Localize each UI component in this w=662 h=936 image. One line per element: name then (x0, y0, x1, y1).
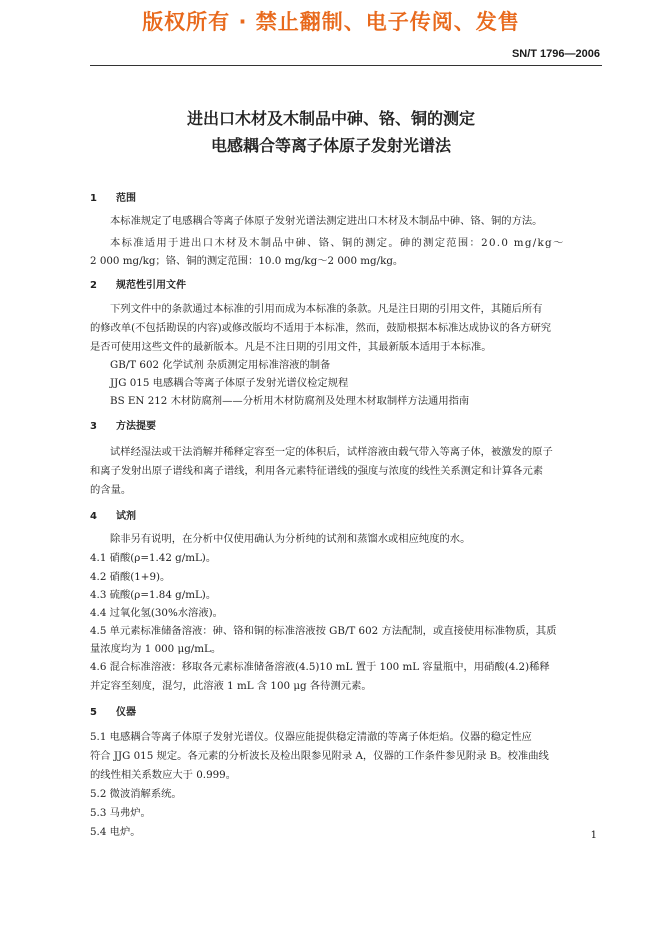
instrument-5-1c: 的线性相关系数应大于 0.999。 (90, 769, 237, 781)
section-1-heading: 1 范围 (90, 193, 136, 204)
section-1-para-2a: 本标准适用于进出口木材及木制品中砷、铬、铜的测定。砷的测定范围：20.0 mg/kg～ (110, 237, 565, 249)
reagent-4-2: 4.2 硝酸(1+9)。 (90, 571, 171, 583)
doc-title-line2: 电感耦合等离子体原子发射光谱法 (210, 136, 451, 155)
reference-gb-t-602: GB/T 602 化学试剂 杂质测定用标准溶液的制备 (110, 359, 331, 371)
reagent-4-5a: 4.5 单元素标准储备溶液：砷、铬和铜的标准溶液按 GB/T 602 方法配制，或直接使用标准物质，其质 (90, 625, 557, 637)
section-1-para-1: 本标准规定了电感耦合等离子体原子发射光谱法测定进出口木材及木制品中砷、铬、铜的方法。 (110, 215, 543, 227)
header-rule (90, 65, 602, 66)
instrument-5-1b: 符合 JJG 015 规定。各元素的分析波长及检出限参见附录 A，仪器的工作条件参见附录 B。校准曲线 (90, 750, 549, 762)
page-number: 1 (590, 830, 597, 841)
section-5-heading: 5 仪器 (90, 707, 136, 718)
instrument-5-4: 5.4 电炉。 (90, 826, 141, 838)
reagent-4-4: 4.4 过氧化氢(30%水溶液)。 (90, 607, 223, 619)
section-3-heading: 3 方法提要 (90, 421, 156, 432)
doc-title-line1: 进出口木材及木制品中砷、铬、铜的测定 (186, 109, 475, 128)
reference-bs-en-212: BS EN 212 木材防腐剂——分析用木材防腐剂及处理木材取制样方法通用指南 (110, 395, 470, 407)
section-2-para-1b: 的修改单(不包括勘误的内容)或修改版均不适用于本标准，然而，鼓励根据本标准达成协议的各方研究 (90, 322, 552, 334)
section-1-para-2b: 2 000 mg/kg；铬、铜的测定范围：10.0 mg/kg～2 000 mg/kg。 (90, 255, 404, 267)
reagent-4-5b: 量浓度均为 1 000 μg/mL。 (90, 643, 222, 655)
reagent-4-3: 4.3 硫酸(ρ=1.84 g/mL)。 (90, 589, 217, 601)
section-4-heading: 4 试剂 (90, 511, 136, 522)
section-3-para-1a: 试样经湿法或干法消解并稀释定容至一定的体积后，试样溶液由载气带入等离子体，被激发的原子 (110, 446, 553, 458)
section-3-para-1c: 的含量。 (90, 484, 132, 496)
section-4-para-1: 除非另有说明，在分析中仅使用确认为分析纯的试剂和蒸馏水或相应纯度的水。 (110, 533, 471, 545)
reference-jjg-015: JJG 015 电感耦合等离子体原子发射光谱仪检定规程 (110, 377, 349, 389)
section-2-para-1a: 下列文件中的条款通过本标准的引用而成为本标准的条款。凡是注日期的引用文件，其随后所有 (110, 303, 543, 315)
reagent-4-6a: 4.6 混合标准溶液：移取各元素标准储备溶液(4.5)10 mL 置于 100 mL 容量瓶中，用硝酸(4.2)稀释 (90, 661, 550, 673)
reagent-4-6b: 并定容至刻度，混匀，此溶液 1 mL 含 100 μg 各待测元素。 (90, 680, 372, 692)
instrument-5-1a: 5.1 电感耦合等离子体原子发射光谱仪。仪器应能提供稳定清澈的等离子体炬焰。仪器的稳定性应 (90, 731, 532, 743)
section-2-heading: 2 规范性引用文件 (90, 280, 186, 291)
standard-code: SN/T 1796—2006 (511, 48, 600, 60)
section-2-para-1c: 是否可使用这些文件的最新版本。凡是不注日期的引用文件，其最新版本适用于本标准。 (90, 341, 492, 353)
instrument-5-3: 5.3 马弗炉。 (90, 807, 151, 819)
section-3-para-1b: 和离子发射出原子谱线和离子谱线，利用各元素特征谱线的强度与浓度的线性关系测定和计算各元素 (90, 465, 544, 477)
copyright-watermark: 版权所有 · 禁止翻制、电子传阅、发售 (142, 10, 520, 34)
reagent-4-1: 4.1 硝酸(ρ=1.42 g/mL)。 (90, 552, 217, 564)
instrument-5-2: 5.2 微波消解系统。 (90, 788, 182, 800)
